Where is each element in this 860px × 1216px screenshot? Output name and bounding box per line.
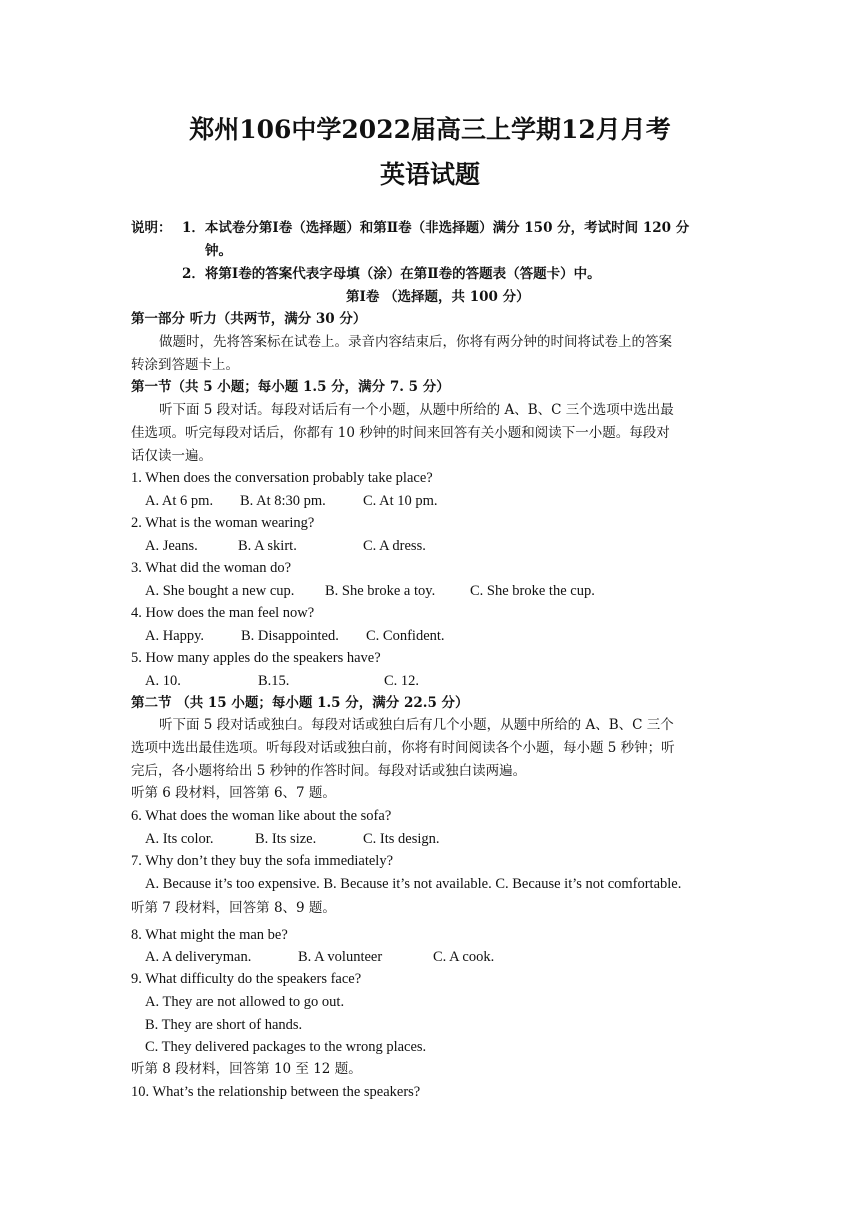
question-2-option-a: A. Jeans. — [145, 538, 198, 554]
question-4-option-b: B. Disappointed. — [241, 628, 339, 644]
question-5-option-a: A. 10. — [145, 673, 181, 689]
question-2: 2. What is the woman wearing? — [131, 515, 315, 531]
question-10: 10. What’s the relationship between the speakers? — [131, 1084, 421, 1100]
question-5: 5. How many apples do the speakers have? — [131, 650, 381, 666]
question-5-option-c: C. 12. — [384, 673, 420, 689]
question-6-option-c: C. Its design. — [363, 831, 440, 847]
instruction-1-cont: 钟。 — [205, 243, 232, 259]
question-8-option-a: A. A deliveryman. — [145, 949, 252, 965]
question-1-option-c: C. At 10 pm. — [363, 493, 438, 509]
material-7-instruction: 听第 7 段材料，回答第 8、9 题。 — [131, 900, 336, 916]
question-6-option-b: B. Its size. — [255, 831, 317, 847]
question-6: 6. What does the woman like about the sofa? — [131, 808, 392, 824]
instructions-label: 说明： — [131, 220, 172, 236]
part-1-intro-cont: 转涂到答题卡上。 — [131, 357, 239, 373]
section-1-heading: 第一节（共 5 小题；每小题 1.5 分，满分 7. 5 分） — [131, 379, 450, 395]
material-8-instruction: 听第 8 段材料，回答第 10 至 12 题。 — [131, 1061, 362, 1077]
question-9: 9. What difficulty do the speakers face? — [131, 971, 362, 987]
question-8-option-c: C. A cook. — [433, 949, 495, 965]
part-1-heading: 第一部分 听力（共两节，满分 30 分） — [131, 311, 367, 327]
question-7: 7. Why don’t they buy the sofa immediately? — [131, 853, 394, 869]
question-9-option-c: C. They delivered packages to the wrong places. — [145, 1039, 427, 1055]
question-1-option-b: B. At 8:30 pm. — [240, 493, 326, 509]
question-4: 4. How does the man feel now? — [131, 605, 315, 621]
section-2-intro-3: 完后，各小题将给出 5 秒钟的作答时间。每段对话或独白读两遍。 — [131, 763, 527, 779]
question-1-option-a: A. At 6 pm. — [145, 493, 214, 509]
material-6-instruction: 听第 6 段材料，回答第 6、7 题。 — [131, 785, 336, 801]
volume-1-heading: 第Ⅰ卷 （选择题，共 100 分） — [346, 289, 530, 305]
section-2-heading: 第二节 （共 15 小题；每小题 1.5 分，满分 22.5 分） — [131, 695, 469, 711]
instruction-2: 2．将第Ⅰ卷的答案代表字母填（涂）在第Ⅱ卷的答题表（答题卡）中。 — [182, 266, 601, 282]
question-1: 1. When does the conversation probably take place? — [131, 470, 433, 486]
part-1-intro: 做题时，先将答案标在试卷上。录音内容结束后，你将有两分钟的时间将试卷上的答案 — [159, 334, 672, 350]
instruction-1: 1．本试卷分第Ⅰ卷（选择题）和第Ⅱ卷（非选择题）满分 150 分，考试时间 120 分 — [182, 220, 690, 236]
question-8-option-b: B. A volunteer — [298, 949, 383, 965]
section-2-intro: 听下面 5 段对话或独白。每段对话或独白后有几个小题，从题中所给的 A、B、C 三个 — [159, 717, 674, 733]
section-1-intro-3: 话仅读一遍。 — [131, 448, 212, 464]
section-2-intro-2: 选项中选出最佳选项。听每段对话或独白前，你将有时间阅读各个小题，每小题 5 秒钟；听 — [131, 740, 675, 756]
question-3-option-c: C. She broke the cup. — [470, 583, 595, 599]
question-3-option-a: A. She bought a new cup. — [145, 583, 295, 599]
question-2-option-c: C. A dress. — [363, 538, 426, 554]
question-7-options: A. Because it’s too expensive. B. Because it’s not available. C. Because it’s not comfortable. — [145, 876, 682, 892]
question-6-option-a: A. Its color. — [145, 831, 214, 847]
exam-title: 郑州106中学2022届高三上学期12月月考 — [189, 115, 671, 144]
exam-subtitle: 英语试题 — [379, 160, 480, 189]
question-5-option-b: B.15. — [258, 673, 290, 689]
question-3: 3. What did the woman do? — [131, 560, 292, 576]
question-4-option-a: A. Happy. — [145, 628, 205, 644]
question-9-option-b: B. They are short of hands. — [145, 1017, 303, 1033]
question-8: 8. What might the man be? — [131, 927, 288, 943]
section-1-intro: 听下面 5 段对话。每段对话后有一个小题，从题中所给的 A、B、C 三个选项中选出最 — [159, 402, 674, 418]
question-9-option-a: A. They are not allowed to go out. — [145, 994, 345, 1010]
question-2-option-b: B. A skirt. — [238, 538, 297, 554]
question-3-option-b: B. She broke a toy. — [325, 583, 436, 599]
question-4-option-c: C. Confident. — [366, 628, 445, 644]
section-1-intro-2: 佳选项。听完每段对话后，你都有 10 秒钟的时间来回答有关小题和阅读下一小题。每段对 — [131, 425, 670, 441]
